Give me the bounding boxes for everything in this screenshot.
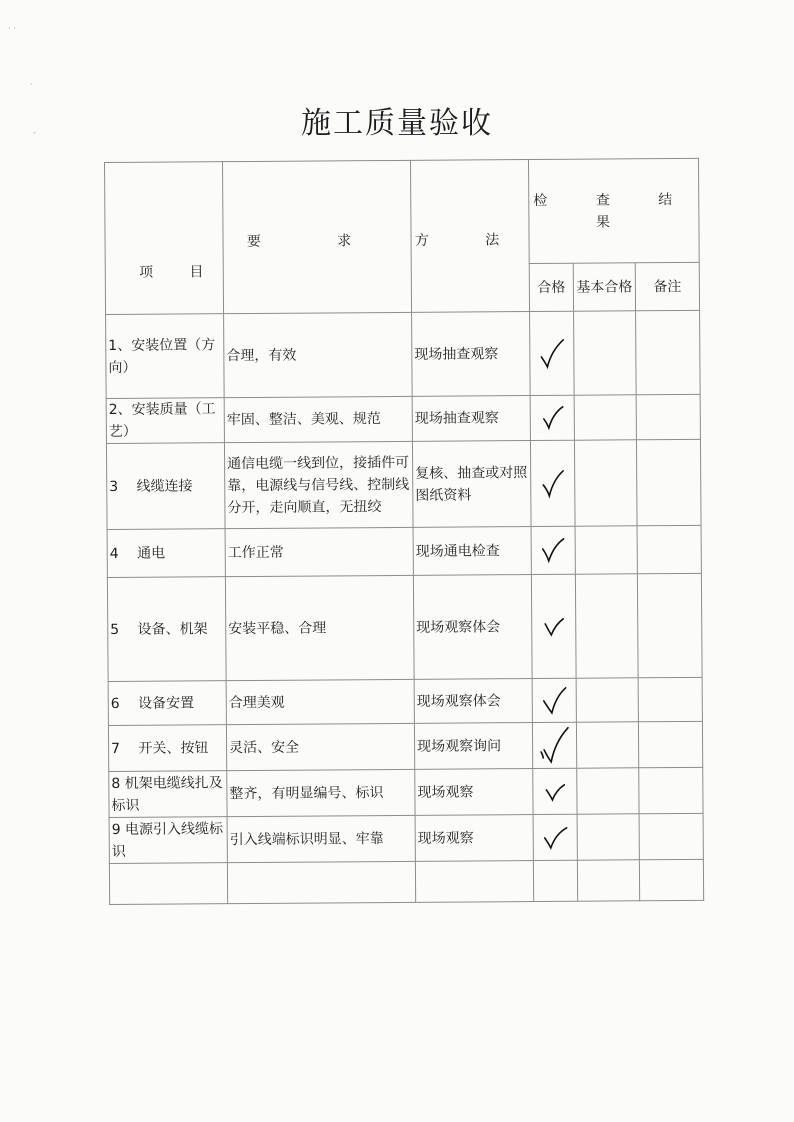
- method-cell: 现场观察体会: [413, 575, 532, 680]
- basic-pass-cell: [574, 311, 637, 395]
- item-cell: 1、安装位置（方向）: [106, 314, 225, 399]
- table-row: [109, 767, 703, 817]
- scan-speck: -: [33, 128, 36, 137]
- remarks-cell: [639, 813, 703, 859]
- checkmark-icon: [541, 823, 569, 851]
- method-cell: 复核、抽查或对照图纸资料: [412, 441, 531, 528]
- item-cell: 6 设备安置: [108, 681, 226, 726]
- remarks-cell: [639, 859, 703, 900]
- basic-pass-cell: [577, 768, 639, 814]
- remarks-cell: [636, 310, 701, 394]
- pass-cell: [531, 526, 575, 574]
- table-row: [106, 394, 700, 443]
- requirement-cell: 合理，有效: [224, 312, 413, 397]
- scan-speck: ·: [30, 80, 33, 89]
- basic-pass-cell: [576, 678, 638, 722]
- page-title: 施工质量验收: [301, 106, 493, 141]
- item-cell: 9 电源引入线缆标识: [109, 817, 227, 864]
- remarks-cell: [637, 525, 701, 573]
- basic-pass-cell: [575, 574, 638, 678]
- item-cell: 7 开关、按钮: [108, 725, 226, 772]
- table-row: [108, 677, 702, 725]
- method-cell: 现场抽查观察: [412, 396, 530, 442]
- remarks-cell: [639, 767, 703, 813]
- pass-cell: [533, 860, 577, 901]
- header-remarks: 备注: [635, 262, 699, 310]
- basic-pass-cell: [575, 526, 637, 574]
- header-method: 方 法: [410, 160, 529, 313]
- header-requirement: 要 求: [223, 160, 412, 313]
- method-cell: 现场观察: [415, 769, 533, 816]
- requirement-cell: 牢固、整洁、美观、规范: [224, 396, 412, 442]
- basic-pass-cell: [577, 860, 639, 901]
- pass-cell: [530, 311, 575, 395]
- item-cell: [109, 863, 227, 905]
- checkmark-icon: [537, 725, 571, 765]
- pass-cell: [532, 678, 576, 722]
- checkmark-icon: [539, 535, 567, 565]
- method-cell: [415, 861, 533, 903]
- checkmark-icon: [541, 614, 567, 638]
- item-cell: 3 线缆连接: [106, 443, 225, 530]
- item-cell: 5 设备、机架: [107, 577, 226, 682]
- pass-cell: [531, 574, 576, 678]
- item-cell: 4 通电: [107, 529, 225, 578]
- basic-pass-cell: [574, 395, 636, 440]
- pass-cell: [530, 440, 575, 526]
- scan-speck: · ·: [8, 24, 16, 33]
- requirement-cell: 合理美观: [226, 679, 414, 724]
- pass-cell: [532, 722, 576, 768]
- basic-pass-cell: [577, 814, 639, 860]
- header-row: [105, 158, 700, 266]
- item-cell: 8 机架电缆线扎及标识: [109, 771, 227, 818]
- pass-cell: [530, 395, 574, 440]
- basic-pass-cell: [574, 440, 637, 526]
- requirement-cell: 引入线端标识明显、牢靠: [227, 815, 415, 862]
- table-row: [109, 859, 703, 904]
- table-row: [106, 310, 701, 398]
- header-basic-pass: 基本合格: [573, 263, 635, 311]
- requirement-cell: [227, 861, 415, 903]
- checkmark-icon: [539, 684, 569, 716]
- requirement-cell: 安装平稳、合理: [225, 575, 414, 680]
- requirement-cell: 工作正常: [225, 527, 413, 576]
- checkmark-icon: [538, 404, 566, 432]
- method-cell: 现场观察询问: [414, 723, 532, 770]
- pass-cell: [533, 814, 577, 860]
- method-cell: 现场观察体会: [414, 679, 532, 724]
- method-cell: 现场抽查观察: [412, 312, 531, 397]
- checkmark-icon: [542, 779, 568, 803]
- table-row: [108, 721, 702, 771]
- table-row: [107, 573, 702, 681]
- inspection-table: [104, 158, 704, 905]
- table-row: [107, 525, 701, 577]
- item-cell: 2、安装质量（工艺）: [106, 398, 224, 444]
- remarks-cell: [636, 394, 700, 439]
- method-cell: 现场观察: [415, 815, 533, 862]
- remarks-cell: [638, 721, 702, 767]
- header-item: 项 目: [105, 162, 224, 315]
- table-row: [106, 439, 701, 529]
- checkmark-icon: [537, 336, 567, 370]
- table-row: [109, 813, 703, 863]
- header-pass: 合格: [529, 263, 573, 311]
- basic-pass-cell: [576, 722, 638, 768]
- remarks-cell: [637, 573, 702, 677]
- requirement-cell: 整齐，有明显编号、标识: [227, 769, 415, 816]
- requirement-cell: 通信电缆一线到位，接插件可靠，电源线与信号线、控制线分开，走向顺直，无扭绞: [224, 441, 413, 528]
- remarks-cell: [638, 677, 702, 721]
- requirement-cell: 灵活、安全: [226, 723, 414, 770]
- header-check-result: 检 查 结 果: [528, 158, 699, 263]
- remarks-cell: [636, 439, 701, 525]
- checkmark-icon: [539, 467, 567, 499]
- pass-cell: [533, 768, 577, 814]
- method-cell: 现场通电检查: [413, 527, 531, 576]
